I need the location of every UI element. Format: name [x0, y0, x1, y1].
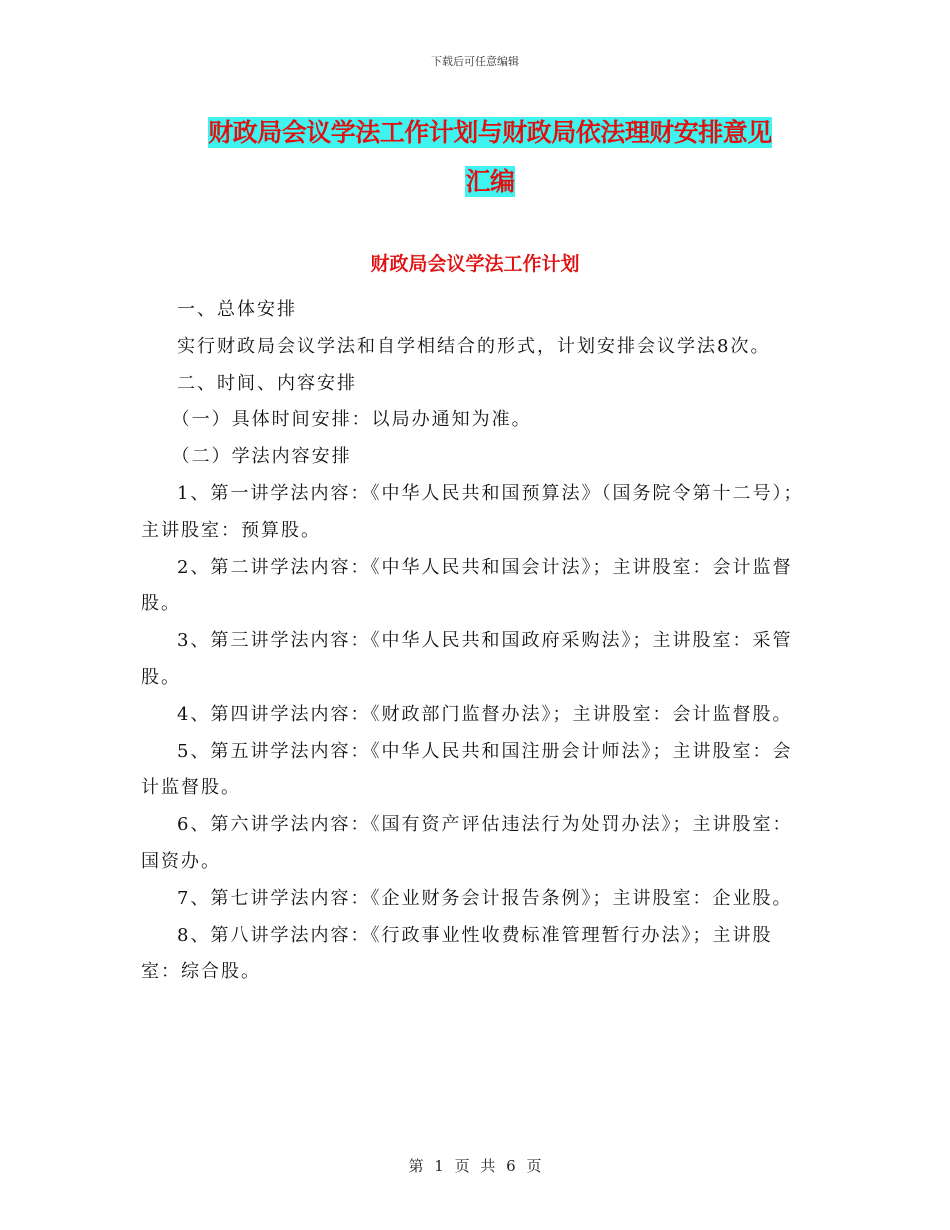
paragraph: （一）具体时间安排：以局办通知为准。: [171, 409, 532, 431]
paragraph: 1、第一讲学法内容：《中华人民共和国预算法》（国务院令第十二号）；主讲股室：预算股。: [141, 482, 804, 541]
section-title: 财政局会议学法工作计划: [370, 253, 580, 275]
title-line-2: 汇编: [465, 167, 515, 196]
paragraph: 二、时间、内容安排: [177, 372, 357, 394]
paragraph: 2、第二讲学法内容：《中华人民共和国会计法》；主讲股室：会计监督股。: [141, 556, 793, 615]
paragraph: 6、第六讲学法内容：《国有资产评估违法行为处罚办法》；主讲股室：国资办。: [141, 814, 793, 872]
paragraph: 8、第八讲学法内容：《行政事业性收费标准管理暂行办法》；主讲股室：综合股。: [141, 924, 773, 983]
paragraph: 5、第五讲学法内容：《中华人民共和国注册会计师法》；主讲股室：会计监督股。: [141, 740, 793, 799]
title-line-1: 财政局会议学法工作计划与财政局依法理财安排意见: [208, 118, 772, 147]
paragraph: （二）学法内容安排: [171, 446, 352, 468]
paragraph: 实行财政局会议学法和自学相结合的形式，计划安排会议学法8次。: [177, 335, 771, 357]
document-title: [140, 108, 840, 206]
paragraph: 一、总体安排: [177, 299, 297, 320]
document-body: [141, 292, 809, 991]
paragraph: 3、第三讲学法内容：《中华人民共和国政府采购法》；主讲股室：采管股。: [141, 630, 793, 688]
page-footer: 第 1 页 共 6 页: [408, 1157, 542, 1175]
page-header: 下载后可任意编辑: [431, 55, 519, 68]
paragraph: 7、第七讲学法内容：《企业财务会计报告条例》；主讲股室：企业股。: [177, 887, 793, 909]
paragraph: 4、第四讲学法内容：《财政部门监督办法》；主讲股室：会计监督股。: [177, 703, 793, 725]
